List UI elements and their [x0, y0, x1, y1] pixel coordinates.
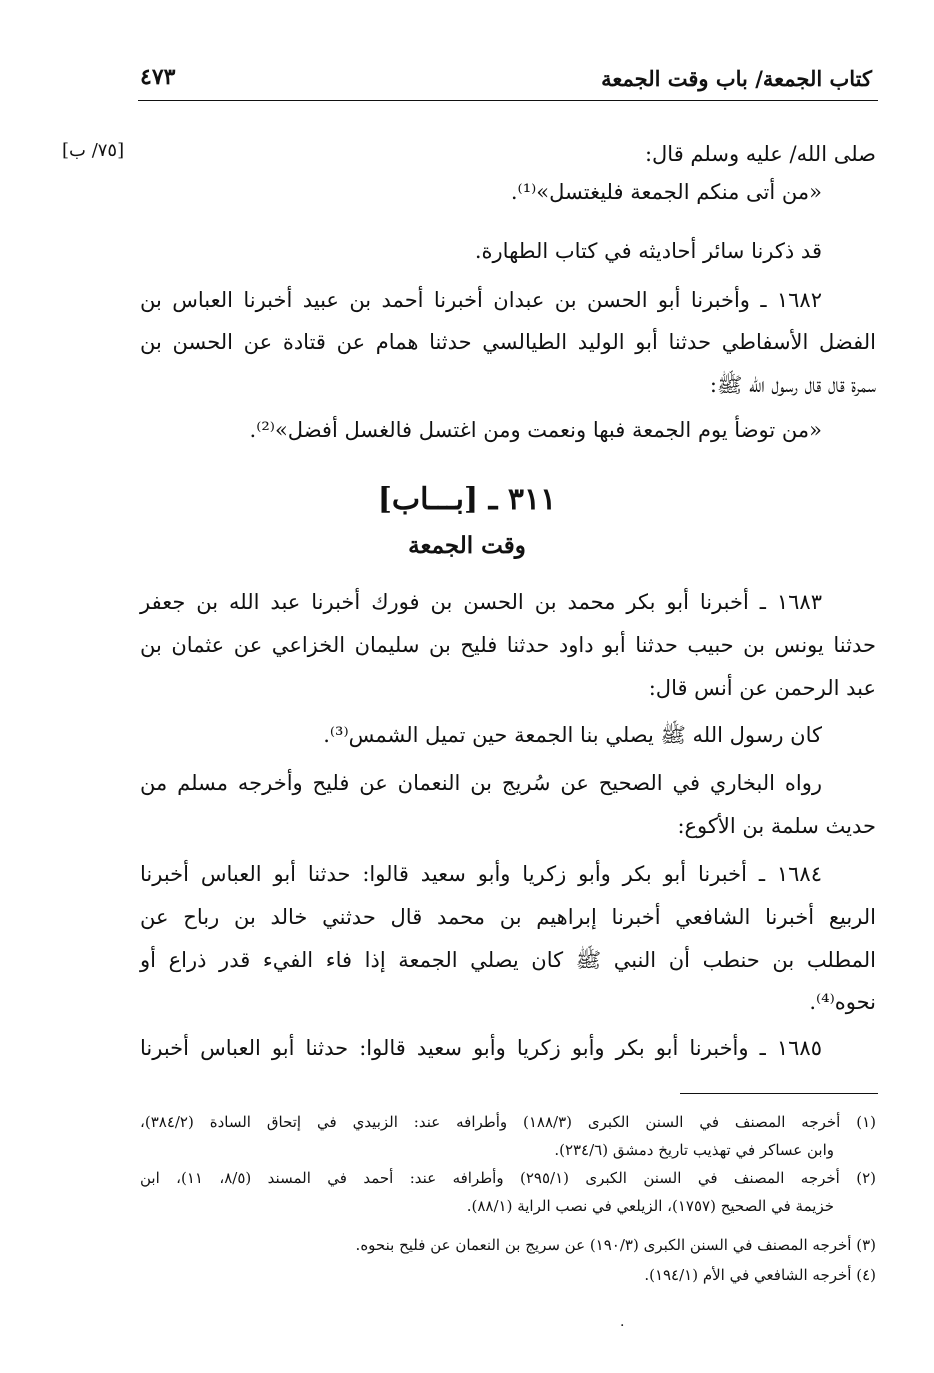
quote-line: كان رسول الله ﷺ يصلي بنا الجمعة حين تميل الشمس⁽³⁾.	[323, 723, 822, 747]
text-line: الفضل الأسفاطي حدثنا أبو الوليد الطيالسي حدثنا همام عن قتادة عن الحسن بن	[140, 330, 876, 354]
header-divider	[138, 100, 878, 101]
footnote-divider	[680, 1093, 878, 1094]
text-line: حدثنا يونس بن حبيب حدثنا أبو داود حدثنا فليح بن سليمان الخزاعي عن عثمان بن	[140, 633, 876, 657]
quote-line: «من توضأ يوم الجمعة فبها ونعمت ومن اغتسل فالغسل أفضل»⁽²⁾.	[249, 418, 822, 442]
hadith-1682-line: ١٦٨٢ ـ وأخبرنا أبو الحسن بن عبدان أخبرنا أحمد بن عبيد أخبرنا العباس بن	[140, 288, 822, 312]
text-line: عبد الرحمن عن أنس قال:	[648, 676, 876, 700]
text-line: المطلب بن حنطب أن النبي ﷺ كان يصلي الجمعة إذا فاء الفيء قدر ذراع أو	[140, 948, 876, 972]
text-line: الربيع أخبرنا الشافعي أخبرنا إبراهيم بن محمد قال حدثني خالد بن رباح عن	[140, 905, 876, 929]
text-line: قد ذكرنا سائر أحاديثه في كتاب الطهارة.	[474, 239, 822, 263]
manuscript-folio-note: [٧٥/ ب]	[62, 140, 125, 161]
hadith-1685-line: ١٦٨٥ ـ وأخبرنا أبو بكر وأبو زكريا وأبو سعيد قالوا: حدثنا أبو العباس أخبرنا	[140, 1036, 822, 1060]
footnote-1-cont: وابن عساكر في تهذيب تاريخ دمشق (٢٣٤/٦).	[554, 1141, 834, 1159]
text-line: رواه البخاري في الصحيح عن سُريج بن النعمان عن فليح وأخرجه مسلم من	[140, 771, 822, 795]
footnote-2-cont: خزيمة في الصحيح (١٧٥٧)، الزيلعي في نصب الراية (٨٨/١).	[466, 1197, 834, 1215]
hadith-1683-line: ١٦٨٣ ـ أخبرنا أبو بكر محمد بن الحسن بن فورك أخبرنا عبد الله بن جعفر	[140, 590, 822, 614]
text-line: صلى الله/ عليه وسلم قال:	[644, 142, 876, 166]
section-heading-title: وقت الجمعة	[408, 532, 526, 559]
footnote-1: (١) أخرجه المصنف في السنن الكبرى (١٨٨/٣) وأطرافه عند: الزبيدي في إتحاق السادة (٣٨٤/٢)،	[140, 1113, 876, 1131]
text-line: حديث سلمة بن الأكوع:	[677, 814, 876, 838]
text-line: سمرة قال قال رسول الله ﷺ:	[709, 373, 876, 397]
page-number: ٤٧٣	[140, 64, 176, 90]
footnote-4: (٤) أخرجه الشافعي في الأم (١٩٤/١).	[644, 1266, 876, 1284]
running-title: كتاب الجمعة/ باب وقت الجمعة	[601, 66, 872, 91]
text-line: نحوه⁽⁴⁾.	[809, 990, 876, 1014]
footnote-2: (٢) أخرجه المصنف في السنن الكبرى (٢٩٥/١) وأطرافه عند: أحمد في المسند (٨/٥، ١١)، ابن	[140, 1169, 877, 1187]
section-heading-number: ٣١١ ـ [بـــاب]	[377, 482, 557, 517]
quote-line: «من أتى منكم الجمعة فليغتسل»⁽¹⁾.	[510, 180, 822, 204]
hadith-1684-line: ١٦٨٤ ـ أخبرنا أبو بكر وأبو زكريا وأبو سعيد قالوا: حدثنا أبو العباس أخبرنا	[140, 862, 822, 886]
footnote-3: (٣) أخرجه المصنف في السنن الكبرى (١٩٠/٣) عن سريج بن النعمان عن فليح بنحوه.	[355, 1236, 876, 1254]
page-dot: ·	[620, 1318, 625, 1334]
